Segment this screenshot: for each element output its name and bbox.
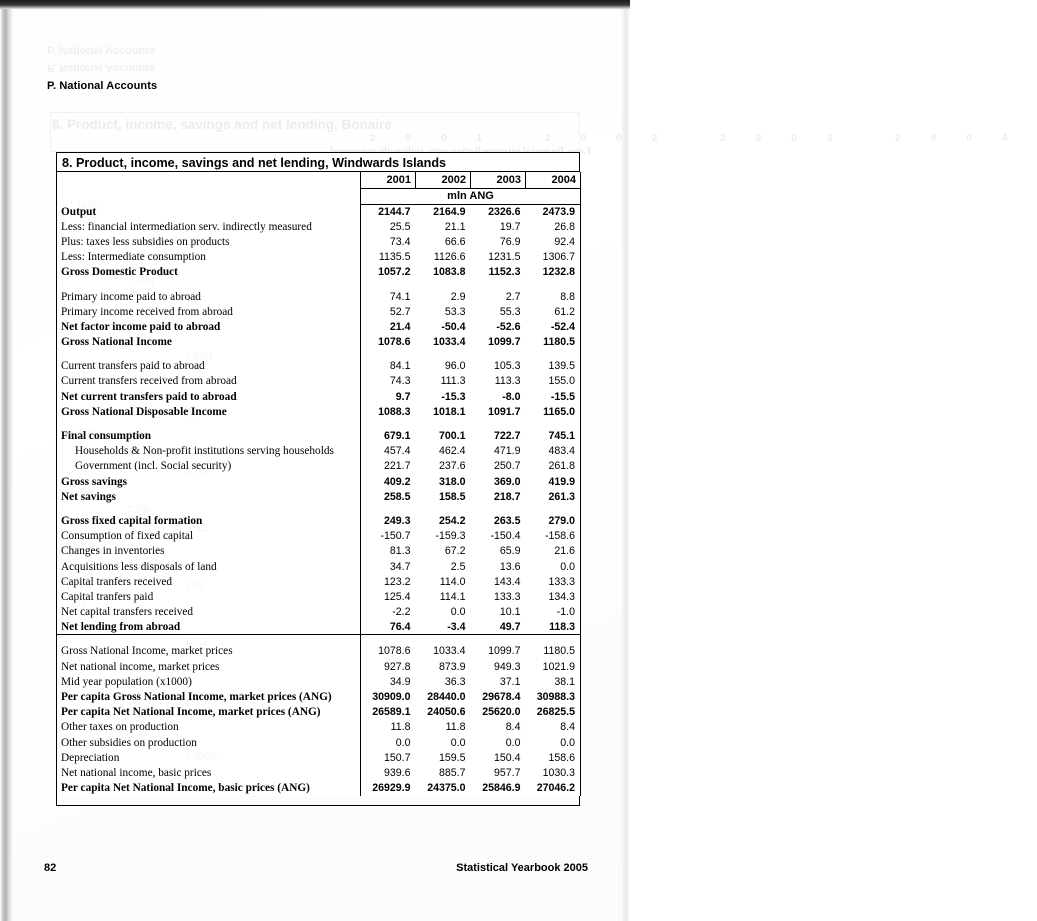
row-value-2003: 1099.7 — [488, 336, 521, 349]
spacer-cell — [416, 280, 471, 289]
header-row-unit — [57, 188, 581, 204]
table-spacer-row — [57, 419, 581, 428]
row-value-2001: 34.9 — [389, 675, 411, 688]
row-value-2003: 250.7 — [493, 460, 521, 473]
row-value-2004: 38.1 — [526, 674, 581, 689]
row-value-2001: 52.7 — [389, 305, 411, 318]
spacer-cell — [471, 504, 526, 513]
row-value-2001: 81.3 — [389, 545, 411, 558]
table-row — [57, 428, 581, 443]
table-row — [57, 559, 581, 574]
table-row — [57, 459, 581, 474]
row-value-2003: 0.0 — [505, 736, 521, 749]
spacer-cell — [361, 350, 416, 359]
row-value-2002: 237.6 — [438, 460, 466, 473]
table-row — [57, 234, 581, 249]
row-value-2004: 483.4 — [526, 444, 581, 459]
row-value-2003: 957.7 — [493, 766, 521, 779]
row-value-2004: 139.5 — [526, 359, 581, 374]
row-value-2001: 927.8 — [383, 660, 411, 673]
row-value-2002: 885.7 — [438, 766, 466, 779]
page-number: 82 — [44, 862, 57, 874]
row-label: Net national income, market prices — [57, 659, 361, 674]
row-value-2003: 19.7 — [499, 220, 521, 233]
row-value-2002: 0.0 — [450, 606, 466, 619]
row-value-2002: 254.2 — [438, 514, 466, 527]
row-value-2004: 30988.3 — [526, 689, 581, 704]
row-value-2003: 10.1 — [499, 606, 521, 619]
row-value-2001: 409.2 — [383, 475, 411, 488]
table-row — [57, 335, 581, 350]
row-value-2002: 28440.0 — [427, 691, 466, 704]
row-label: Gross National Income, market prices — [57, 644, 361, 659]
header-year-2003: 2003 — [471, 172, 526, 188]
row-value-2003: 949.3 — [493, 660, 521, 673]
row-value-2002: 96.0 — [444, 360, 466, 373]
row-value-2004: 8.8 — [526, 289, 581, 304]
row-value-2001: 11.8 — [390, 721, 411, 734]
row-label: Current transfers received from abroad — [57, 374, 361, 389]
spacer-cell — [57, 504, 361, 513]
row-value-2001: 1078.6 — [378, 645, 411, 658]
spacer-cell — [526, 350, 581, 359]
row-label: Net national income, basic prices — [57, 765, 361, 780]
row-value-2002: 2164.9 — [433, 205, 466, 218]
row-label: Gross savings — [57, 474, 361, 489]
spacer-cell — [416, 635, 471, 644]
row-value-2001: 123.2 — [383, 575, 411, 588]
row-value-2003: 65.9 — [499, 545, 521, 558]
row-label: Final consumption — [57, 428, 361, 443]
spacer-cell — [471, 280, 526, 289]
header-unit-blank-cell — [57, 188, 361, 204]
row-value-2001: 258.5 — [383, 490, 411, 503]
row-value-2004: 26.8 — [526, 219, 581, 234]
row-value-2002: 1083.8 — [433, 266, 466, 279]
row-value-2003: 1231.5 — [488, 251, 521, 264]
row-value-2004: 1306.7 — [526, 250, 581, 265]
table-body — [57, 204, 581, 796]
row-value-2003: 29678.4 — [482, 691, 521, 704]
row-value-2001: 9.7 — [395, 390, 411, 403]
row-label: Other subsidies on production — [57, 735, 361, 750]
spacer-cell — [416, 350, 471, 359]
spacer-cell — [57, 635, 361, 644]
header-row-years — [57, 172, 581, 188]
row-value-2004: 1232.8 — [526, 265, 581, 280]
row-value-2004: 2473.9 — [526, 204, 581, 219]
table-row — [57, 735, 581, 750]
row-value-2001: 30909.0 — [372, 691, 411, 704]
row-label: Gross National Income — [57, 335, 361, 350]
row-label: Gross fixed capital formation — [57, 513, 361, 528]
row-value-2004: 0.0 — [526, 559, 581, 574]
row-value-2003: 218.7 — [493, 490, 521, 503]
spacer-cell — [361, 504, 416, 513]
row-value-2003: 25620.0 — [482, 706, 521, 719]
row-value-2002: 0.0 — [450, 736, 466, 749]
table-row — [57, 720, 581, 735]
row-label: Per capita Net National Income, basic prices (ANG) — [57, 781, 361, 796]
row-value-2002: 111.3 — [440, 375, 466, 388]
row-value-2003: 369.0 — [493, 475, 521, 488]
row-value-2004: 1180.5 — [526, 335, 581, 350]
row-label: Less: Intermediate consumption — [57, 250, 361, 265]
scanner-left-edge — [0, 9, 13, 921]
row-label: Primary income received from abroad — [57, 304, 361, 319]
table-row — [57, 659, 581, 674]
row-value-2004: 158.6 — [526, 750, 581, 765]
row-label: Current transfers paid to abroad — [57, 359, 361, 374]
row-label: Primary income paid to abroad — [57, 289, 361, 304]
row-value-2001: 73.4 — [389, 235, 411, 248]
spacer-cell — [57, 280, 361, 289]
table-spacer-row — [57, 635, 581, 644]
table-row — [57, 444, 581, 459]
table-row — [57, 474, 581, 489]
table-title: 8. Product, income, savings and net lending, Windwards Islands — [56, 152, 580, 172]
row-label: Depreciation — [57, 750, 361, 765]
ghost-year-headers: 2001 2002 2003 2004 — [370, 133, 1037, 144]
row-label: Acquisitions less disposals of land — [57, 559, 361, 574]
row-value-2003: -150.4 — [490, 530, 521, 543]
table-bottom-border — [56, 805, 580, 806]
spacer-cell — [416, 504, 471, 513]
statistical-table — [56, 152, 580, 806]
row-label: Plus: taxes less subsidies on products — [57, 234, 361, 249]
row-value-2001: -150.7 — [380, 530, 411, 543]
row-value-2001: 679.1 — [383, 430, 411, 443]
table-row — [57, 529, 581, 544]
row-value-2002: 114.0 — [439, 575, 466, 588]
table-spacer-row — [57, 350, 581, 359]
row-value-2001: 1088.3 — [378, 405, 411, 418]
row-value-2004: 261.3 — [526, 489, 581, 504]
row-value-2001: 125.4 — [383, 590, 411, 603]
row-label: Net capital transfers received — [57, 605, 361, 620]
table-row — [57, 620, 581, 635]
row-value-2001: 221.7 — [383, 460, 411, 473]
row-value-2001: 34.7 — [389, 560, 411, 573]
row-value-2001: 1078.6 — [378, 336, 411, 349]
row-label: Net savings — [57, 489, 361, 504]
row-value-2004: 134.3 — [526, 589, 581, 604]
spacer-cell — [57, 419, 361, 428]
row-value-2001: 74.1 — [389, 290, 411, 303]
row-label: Mid year population (x1000) — [57, 674, 361, 689]
row-value-2004: 26825.5 — [526, 705, 581, 720]
row-value-2001: 26929.9 — [372, 782, 411, 795]
row-value-2003: 1152.3 — [488, 266, 521, 279]
row-label: Capital tranfers received — [57, 574, 361, 589]
row-value-2003: 13.6 — [499, 560, 521, 573]
spacer-cell — [471, 419, 526, 428]
table-head — [57, 172, 581, 204]
row-value-2001: 457.4 — [383, 445, 411, 458]
row-value-2003: 55.3 — [499, 305, 521, 318]
row-value-2002: 36.3 — [444, 675, 466, 688]
row-value-2004: 118.3 — [526, 620, 581, 635]
section-heading: P. National Accounts — [47, 80, 158, 92]
row-value-2002: 1033.4 — [433, 645, 466, 658]
table-row — [57, 489, 581, 504]
row-label: Net lending from abroad — [57, 620, 361, 635]
row-value-2002: 67.2 — [444, 545, 466, 558]
row-value-2002: 700.1 — [438, 430, 466, 443]
row-value-2004: 261.8 — [526, 459, 581, 474]
table-row — [57, 574, 581, 589]
row-value-2001: 26589.1 — [372, 706, 411, 719]
row-value-2002: -159.3 — [435, 530, 466, 543]
header-year-2001: 2001 — [361, 172, 416, 188]
row-value-2001: 0.0 — [395, 736, 411, 749]
table-row — [57, 250, 581, 265]
row-label: Government (incl. Social security) — [57, 459, 361, 474]
table-row — [57, 359, 581, 374]
table-bottom-padding — [56, 796, 580, 805]
header-year-2004: 2004 — [526, 172, 581, 188]
row-value-2003: 76.9 — [499, 235, 521, 248]
spacer-cell — [526, 635, 581, 644]
row-label: Gross National Disposable Income — [57, 404, 361, 419]
row-value-2002: 159.5 — [438, 751, 466, 764]
row-value-2004: -1.0 — [526, 605, 581, 620]
row-value-2004: 1030.3 — [526, 765, 581, 780]
table-row — [57, 389, 581, 404]
national-accounts-table — [56, 172, 581, 796]
row-label: Per capita Gross National Income, market prices (ANG) — [57, 689, 361, 704]
row-value-2002: 24375.0 — [427, 782, 466, 795]
spacer-cell — [471, 635, 526, 644]
table-row — [57, 689, 581, 704]
row-value-2004: -15.5 — [526, 389, 581, 404]
row-value-2002: -15.3 — [441, 390, 466, 403]
row-label: Gross Domestic Product — [57, 265, 361, 280]
row-value-2002: 318.0 — [438, 475, 466, 488]
spacer-cell — [471, 350, 526, 359]
table-row — [57, 513, 581, 528]
row-value-2001: 249.3 — [383, 514, 411, 527]
row-value-2003: 105.3 — [493, 360, 521, 373]
footer-title: Statistical Yearbook 2005 — [456, 862, 588, 874]
spacer-cell — [526, 419, 581, 428]
row-value-2003: 722.7 — [493, 430, 521, 443]
row-value-2002: 114.1 — [439, 590, 466, 603]
table-row — [57, 644, 581, 659]
row-value-2004: 419.9 — [526, 474, 581, 489]
row-label: Net factor income paid to abroad — [57, 319, 361, 334]
row-value-2003: -52.6 — [496, 320, 521, 333]
table-row — [57, 765, 581, 780]
row-value-2002: 1018.1 — [433, 405, 466, 418]
row-value-2003: 133.3 — [493, 590, 521, 603]
row-label: Consumption of fixed capital — [57, 529, 361, 544]
row-label: Capital tranfers paid — [57, 589, 361, 604]
row-value-2004: -52.4 — [526, 319, 581, 334]
row-value-2004: 155.0 — [526, 374, 581, 389]
row-value-2002: 53.3 — [444, 305, 466, 318]
row-value-2003: 1091.7 — [488, 405, 521, 418]
row-value-2002: 462.4 — [438, 445, 466, 458]
row-value-2002: 1126.6 — [433, 251, 466, 264]
row-value-2002: 2.9 — [450, 290, 466, 303]
row-value-2004: 8.4 — [526, 720, 581, 735]
table-row — [57, 781, 581, 796]
header-unit-label: mln ANG — [361, 188, 581, 204]
row-value-2001: 21.4 — [389, 320, 411, 333]
spacer-cell — [526, 280, 581, 289]
table-row — [57, 674, 581, 689]
row-value-2003: 143.4 — [493, 575, 521, 588]
spacer-cell — [361, 419, 416, 428]
row-label: Per capita Net National Income, market prices (ANG) — [57, 705, 361, 720]
row-value-2004: 61.2 — [526, 304, 581, 319]
table-row — [57, 374, 581, 389]
table-row — [57, 705, 581, 720]
row-value-2004: 21.6 — [526, 544, 581, 559]
table-spacer-row — [57, 504, 581, 513]
row-label: Net current transfers paid to abroad — [57, 389, 361, 404]
header-year-2002: 2002 — [416, 172, 471, 188]
row-value-2001: 939.6 — [383, 766, 411, 779]
row-value-2004: 92.4 — [526, 234, 581, 249]
row-value-2003: 37.1 — [499, 675, 521, 688]
row-value-2003: 263.5 — [493, 514, 521, 527]
ghost-table-outline — [50, 112, 580, 152]
table-row — [57, 219, 581, 234]
row-value-2002: 2.5 — [450, 560, 466, 573]
row-value-2003: 150.4 — [493, 751, 521, 764]
row-value-2001: 2144.7 — [378, 205, 411, 218]
row-value-2004: 1165.0 — [526, 404, 581, 419]
header-blank-cell — [57, 172, 361, 188]
spacer-cell — [361, 280, 416, 289]
row-value-2004: 1021.9 — [526, 659, 581, 674]
table-row — [57, 605, 581, 620]
row-value-2001: 84.1 — [389, 360, 411, 373]
row-value-2003: 25846.9 — [482, 782, 521, 795]
row-value-2002: 1033.4 — [433, 336, 466, 349]
table-spacer-row — [57, 280, 581, 289]
scanner-top-edge — [0, 0, 630, 9]
row-value-2001: 74.3 — [389, 375, 411, 388]
row-value-2001: 25.5 — [389, 220, 411, 233]
row-value-2002: 158.5 — [438, 490, 466, 503]
row-value-2003: 113.3 — [494, 375, 521, 388]
row-label: Less: financial intermediation serv. indirectly measured — [57, 219, 361, 234]
row-value-2002: 24050.6 — [427, 706, 466, 719]
row-value-2003: 471.9 — [493, 445, 521, 458]
row-label: Changes in inventories — [57, 544, 361, 559]
row-value-2001: 76.4 — [361, 620, 416, 635]
row-value-2003: 2326.6 — [488, 205, 521, 218]
table-row — [57, 750, 581, 765]
row-value-2002: 21.1 — [444, 220, 466, 233]
row-value-2001: 1135.5 — [378, 251, 411, 264]
row-value-2004: 0.0 — [526, 735, 581, 750]
row-value-2004: 279.0 — [526, 513, 581, 528]
spacer-cell — [526, 504, 581, 513]
row-value-2004: 1180.5 — [526, 644, 581, 659]
row-label: Other taxes on production — [57, 720, 361, 735]
spacer-cell — [57, 350, 361, 359]
table-row — [57, 589, 581, 604]
row-value-2002: 11.8 — [445, 721, 466, 734]
row-value-2003: -8.0 — [502, 390, 521, 403]
spacer-cell — [361, 635, 416, 644]
row-value-2003: 1099.7 — [488, 645, 521, 658]
table-row — [57, 404, 581, 419]
row-value-2004: -158.6 — [526, 529, 581, 544]
row-value-2003: 2.7 — [505, 290, 521, 303]
row-value-2002: 66.6 — [444, 235, 466, 248]
row-value-2002: -3.4 — [416, 620, 471, 635]
row-label: Households & Non-profit institutions serving households — [57, 444, 361, 459]
row-value-2002: 873.9 — [438, 660, 466, 673]
table-row — [57, 265, 581, 280]
table-row — [57, 304, 581, 319]
table-row — [57, 319, 581, 334]
row-value-2004: 745.1 — [526, 428, 581, 443]
row-value-2003: 49.7 — [471, 620, 526, 635]
row-label: Output — [57, 204, 361, 219]
scanner-right-edge — [621, 9, 630, 921]
spacer-cell — [416, 419, 471, 428]
row-value-2001: -2.2 — [392, 606, 411, 619]
table-row — [57, 544, 581, 559]
row-value-2004: 133.3 — [526, 574, 581, 589]
row-value-2002: -50.4 — [441, 320, 466, 333]
row-value-2001: 150.7 — [383, 751, 411, 764]
row-value-2004: 27046.2 — [526, 781, 581, 796]
row-value-2003: 8.4 — [505, 721, 521, 734]
table-row — [57, 289, 581, 304]
row-value-2001: 1057.2 — [378, 266, 411, 279]
table-row — [57, 204, 581, 219]
